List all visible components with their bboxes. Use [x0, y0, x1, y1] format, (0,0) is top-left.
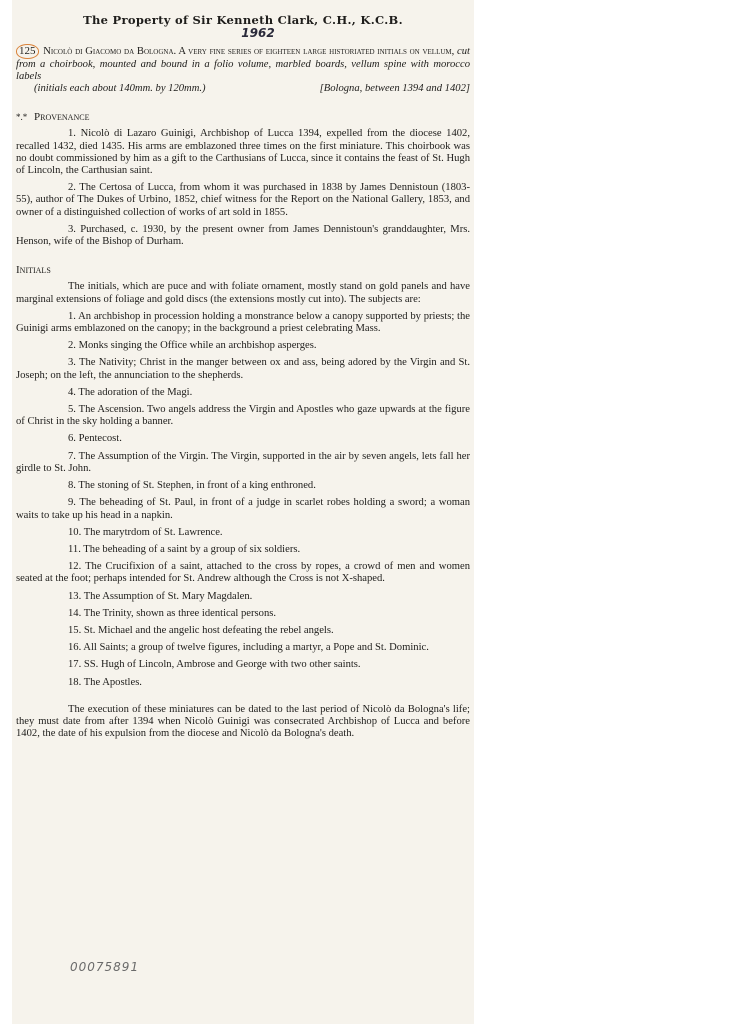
initial-item: 14. The Trinity, shown as three identical persons. [68, 607, 277, 619]
initial-item: 9. The beheading of St. Paul, in front of a judge in scarlet robes holding a sword; a woman waits to take up his head in a napkin. [16, 497, 470, 521]
catalogue-entry [16, 14, 470, 740]
dating-conclusion: The execution of these miniatures can be dated to the last period of Nicolò da Bologna's life; they must date from after 1394 when Nicolò Guinigi was consecrated Archbishop of Lucca and before 1402, the date of his expulsion from the diocese and Nicolò da Bologna's death. [16, 703, 470, 740]
initial-item: 2. Monks singing the Office while an archbishop asperges. [68, 340, 317, 352]
lot-binding: cut from a choirbook, mounted and bound in a folio volume, marbled boards, vellum spine with morocco labels [16, 46, 471, 82]
lot-description [16, 44, 470, 95]
initial-item: 4. The adoration of the Magi. [68, 386, 193, 398]
initial-item: 7. The Assumption of the Virgin. The Virgin, supported in the air by seven angels, lets fall her girdle to St. John. [16, 450, 470, 474]
initial-item: 8. The stoning of St. Stephen, in front of a king enthroned. [68, 480, 316, 492]
initial-item: 5. The Ascension. Two angels address the Virgin and Apostles who gaze upwards at the figure of Christ in the sky holding a banner. [16, 404, 470, 428]
initial-item: 10. The marytrdom of St. Lawrence. [68, 526, 223, 538]
asterism: *.* [16, 112, 28, 123]
lot-dating: [Bologna, between 1394 and 1402] [319, 83, 470, 95]
initials-intro: The initials, which are puce and with foliate ornament, mostly stand on gold panels and have marginal extensions of foliage and gold discs (the extensions mostly cut into). The subjects are: [16, 281, 470, 305]
initial-item: 16. All Saints; a group of twelve figures, including a martyr, a Pope and St. Dominic. [68, 642, 429, 654]
initial-item: 12. The Crucifixion of a saint, attached to the cross by ropes, a crowd of men and women seated at the foot; perhaps intended for St. Andrew although the Cross is not X-shaped. [16, 561, 470, 585]
lot-dimensions: (initials each about 140mm. by 120mm.) [34, 83, 206, 95]
initial-item: 6. Pentecost. [68, 433, 122, 445]
initial-item: 13. The Assumption of St. Mary Magdalen. [68, 590, 253, 602]
page-header: The Property of Sir Kenneth Clark, C.H., K.C.B. [83, 13, 403, 27]
provenance-heading: *.* Provenance [16, 111, 90, 124]
initial-item: 18. The Apostles. [68, 676, 142, 688]
initial-item: 15. St. Michael and the angelic host defeating the rebel angels. [68, 624, 334, 636]
initial-item: 17. SS. Hugh of Lincoln, Ambrose and George with two other saints. [68, 659, 361, 671]
provenance-paragraph: 2. The Certosa of Lucca, from whom it was purchased in 1838 by James Dennistoun (1803-55), author of The Dukes of Urbino, 1852, chief witness for the Report on the National Gallery, 1853, and owner of a distinguished collection of works of art sold in 1855. [16, 182, 470, 218]
initial-item: 3. The Nativity; Christ in the manger between ox and ass, being adored by the Virgin and St. Joseph; on the left, the annunciation to the shepherds. [16, 357, 470, 381]
initial-item: 11. The beheading of a saint by a group of six soldiers. [68, 543, 301, 555]
initials-heading: Initials [16, 264, 51, 277]
lot-title: Nicolò di Giacomo da Bologna. A very fine series of eighteen large historiated initials on vellum, [43, 46, 455, 58]
provenance-paragraph: 1. Nicolò di Lazaro Guinigi, Archbishop of Lucca 1394, expelled from the diocese 1402, recalled 1432, died 1435. His arms are emblazoned three times on the first miniature. This choirbook was no doubt commissioned by him as a gift to the Carthusians of Lucca, since it contains the feast of St. Hugh of Lincoln, the Carthusian saint. [16, 128, 470, 177]
initial-item: 1. An archbishop in procession holding a monstrance below a canopy supported by priests; the Guinigi arms emblazoned on the canopy; in the background a priest celebrating Mass. [16, 310, 470, 335]
handwritten-year: 1962 [241, 26, 275, 41]
provenance-paragraph: 3. Purchased, c. 1930, by the present owner from James Dennistoun's granddaughter, Mrs. Henson, wife of the Bishop of Durham. [16, 223, 470, 248]
lot-dimensions-line [16, 83, 470, 95]
handwritten-inventory-number: 00075891 [70, 960, 140, 974]
lot-number: 125 [16, 44, 39, 58]
